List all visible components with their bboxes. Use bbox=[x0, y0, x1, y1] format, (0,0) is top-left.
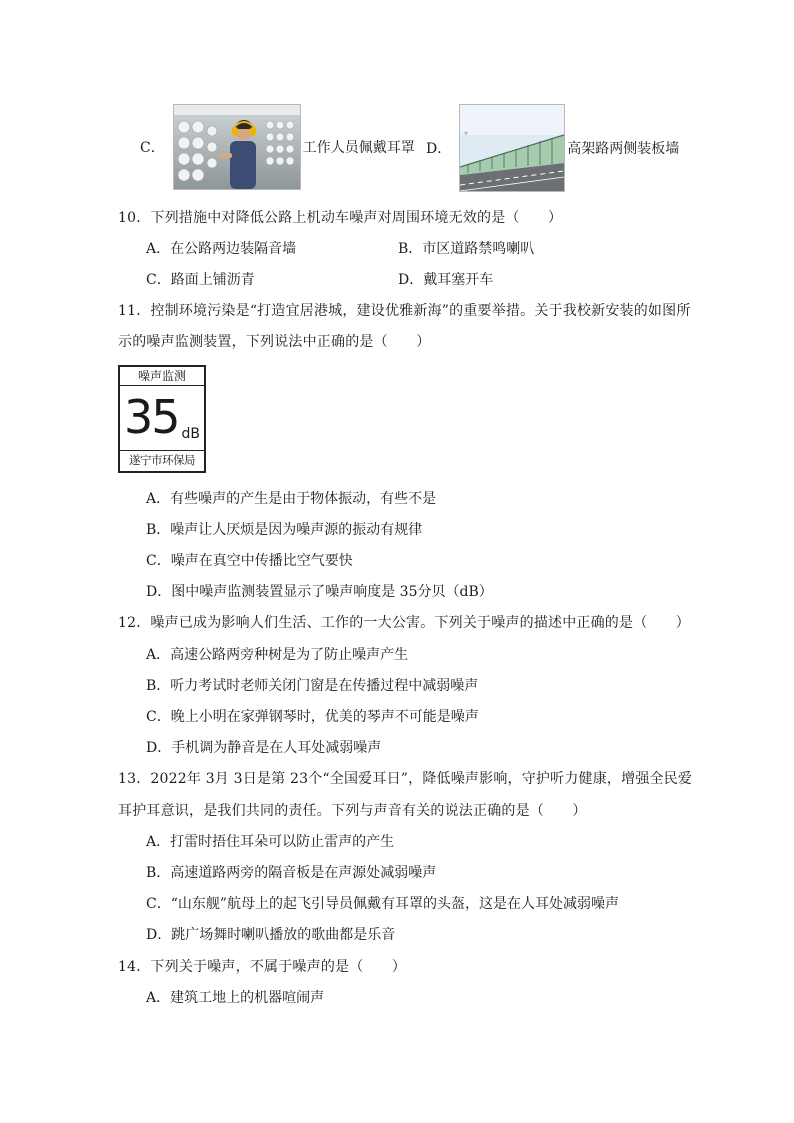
q10-stem: 10．下列措施中对降低公路上机动车噪声对周围环境无效的是（ ） bbox=[118, 210, 563, 226]
q12-option-d: D．手机调为静音是在人耳处减弱噪声 bbox=[146, 740, 382, 756]
q11-stem-line2: 示的噪声监测装置，下列说法中正确的是（ ） bbox=[118, 334, 431, 350]
q14-stem: 14．下列关于噪声，不属于噪声的是（ ） bbox=[118, 959, 407, 975]
factory-worker-illustration bbox=[174, 105, 300, 189]
q13-option-c: C．“山东舰”航母上的起飞引导员佩戴有耳罩的头盔，这是在人耳处减弱噪声 bbox=[146, 896, 620, 912]
monitor-footer: 遂宁市环保局 bbox=[129, 453, 195, 467]
monitor-header: 噪声监测 bbox=[120, 367, 204, 386]
q13-option-a: A．打雷时捂住耳朵可以防止雷声的产生 bbox=[146, 834, 395, 850]
q13-stem-line1: 13．2022年 3月 3日是第 23个“全国爱耳日”，降低噪声影响，守护听力健康，增强全民爱 bbox=[118, 771, 693, 787]
q13-option-b: B．高速道路两旁的隔音板是在声源处减弱噪声 bbox=[146, 865, 437, 881]
monitor-unit: dB bbox=[181, 426, 200, 442]
option-caption: 工作人员佩戴耳罩 bbox=[302, 140, 415, 156]
q11-option-b: B．噪声让人厌烦是因为噪声源的振动有规律 bbox=[146, 522, 423, 538]
q11-option-a: A．有些噪声的产生是由于物体振动，有些不是 bbox=[146, 491, 437, 507]
q13-option-d: D．跳广场舞时喇叭播放的歌曲都是乐音 bbox=[146, 927, 396, 943]
option-letter: D． bbox=[426, 141, 452, 157]
q10-option-d: D．戴耳塞开车 bbox=[398, 272, 494, 288]
q14-option-a: A．建筑工地上的机器喧闹声 bbox=[146, 990, 325, 1006]
option-caption: 高架路两侧装板墙 bbox=[567, 141, 680, 157]
q13-stem-line2: 耳护耳意识，是我们共同的责任。下列与声音有关的说法正确的是（ ） bbox=[118, 803, 587, 819]
q12-stem: 12．噪声已成为影响人们生活、工作的一大公害。下列关于噪声的描述中正确的是（ ） bbox=[118, 615, 691, 631]
q11-option-d: D．图中噪声监测装置显示了噪声响度是 35分贝（dB） bbox=[146, 584, 493, 600]
q10-option-a: A．在公路两边装隔音墙 bbox=[146, 241, 297, 257]
q10-option-b: B．市区道路禁鸣喇叭 bbox=[398, 241, 535, 257]
q9-option-c bbox=[140, 104, 415, 190]
q11-option-c: C．噪声在真空中传播比空气要快 bbox=[146, 553, 353, 569]
q12-option-b: B．听力考试时老师关闭门窗是在传播过程中减弱噪声 bbox=[146, 678, 479, 694]
noise-monitor-display bbox=[118, 365, 206, 473]
q10-option-c: C．路面上铺沥青 bbox=[146, 272, 255, 288]
monitor-value: 35 bbox=[124, 390, 179, 444]
option-letter: C． bbox=[140, 140, 165, 156]
highway-barrier-illustration bbox=[460, 105, 564, 191]
q11-stem-line1: 11．控制环境污染是“打造宜居港城，建设优雅新海”的重要举措。关于我校新安装的如图所 bbox=[118, 303, 691, 319]
monitor-reading bbox=[120, 386, 204, 451]
q12-option-c: C．晚上小明在家弹钢琴时，优美的琴声不可能是噪声 bbox=[146, 709, 479, 725]
q9-image-options bbox=[140, 104, 700, 192]
q12-option-a: A．高速公路两旁种树是为了防止噪声产生 bbox=[146, 647, 409, 663]
factory-worker-photo bbox=[173, 104, 301, 190]
noise-barrier-photo bbox=[459, 104, 565, 192]
q9-option-d bbox=[426, 104, 679, 192]
